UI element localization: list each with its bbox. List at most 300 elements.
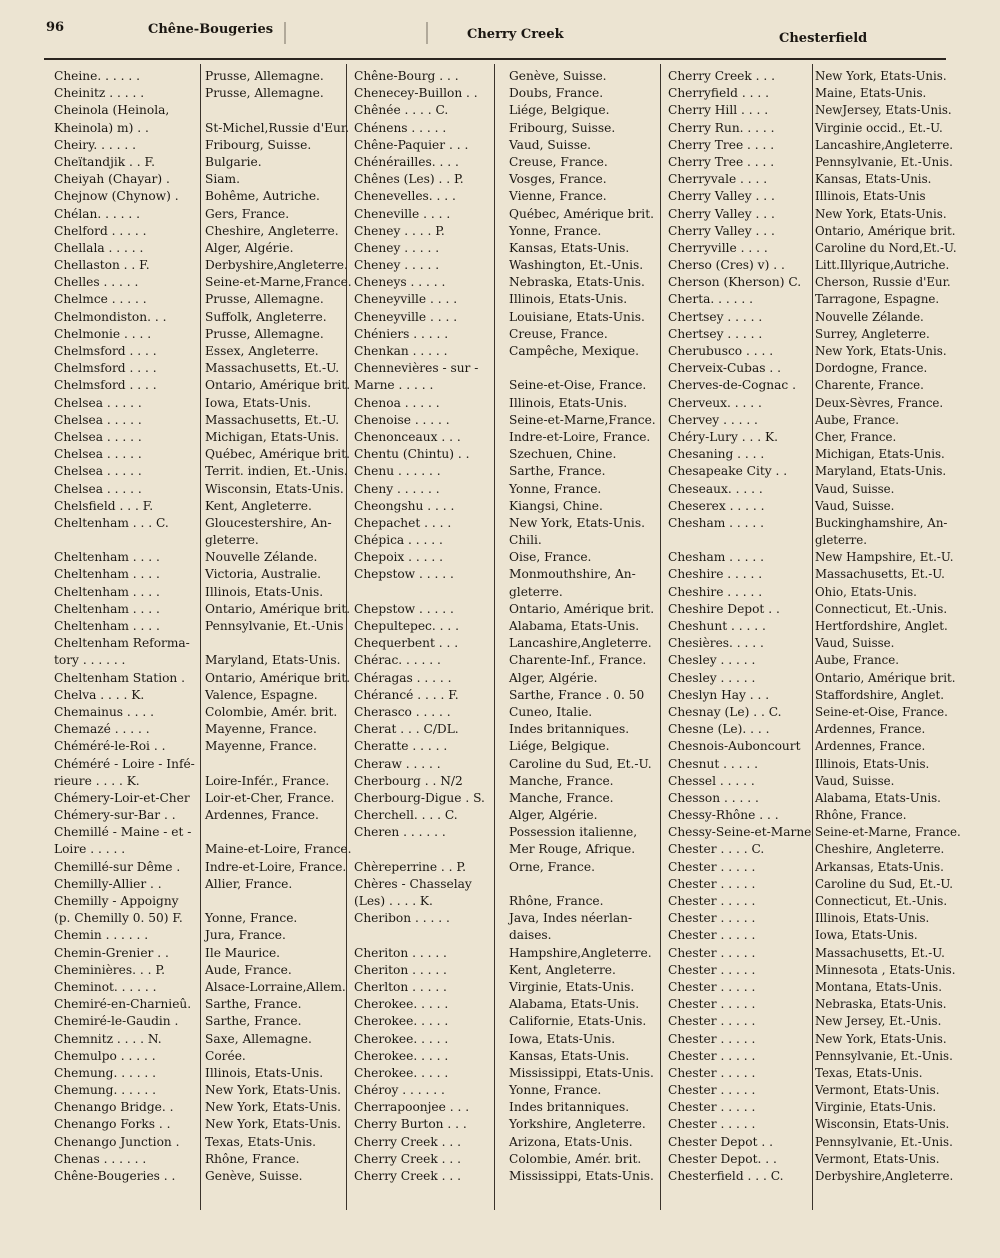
location: Illinois, Etats-Unis.: [509, 395, 628, 410]
place-name: Chemiré-le-Gaudin .: [54, 1014, 179, 1029]
entry-row: [664, 1134, 964, 1151]
location: New York, Etats-Unis.: [815, 206, 947, 221]
entry-row: [350, 257, 662, 274]
entry-row: [664, 429, 964, 446]
place-name: Chemiré-en-Charnieû.: [54, 997, 192, 1012]
location: Nebraska, Etats-Unis.: [815, 997, 947, 1012]
entry-row: [664, 412, 964, 429]
location: Nouvelle Zélande.: [205, 550, 318, 565]
place-name: Chester . . . . .: [668, 945, 756, 960]
entry-row: [50, 1013, 356, 1030]
place-name: Cherry Creek . . .: [354, 1134, 462, 1149]
entry-row: [350, 206, 662, 223]
place-name: Cheneyville . . . .: [354, 309, 458, 324]
location: Indes britanniques.: [509, 722, 630, 737]
entry-row: [350, 1048, 662, 1065]
place-name: Cheshire Depot . .: [668, 601, 780, 616]
location: Vaud, Suisse.: [815, 498, 895, 513]
location: Gloucestershire, An-: [205, 515, 332, 530]
entry-row: [50, 377, 356, 394]
place-name: Chelsfield . . . F.: [54, 498, 154, 513]
location: Surrey, Angleterre.: [815, 326, 930, 341]
entry-row: [350, 120, 662, 137]
location: Kent, Angleterre.: [205, 498, 312, 513]
place-name: Chesnay (Le) . . C.: [668, 704, 782, 719]
entry-row: [50, 326, 356, 343]
entry-row: [664, 841, 964, 858]
entry-row: [664, 927, 964, 944]
entry-row: [350, 893, 662, 910]
location: Victoria, Australie.: [205, 567, 322, 582]
place-name: Chesham . . . . .: [668, 550, 765, 565]
entry-row: [664, 171, 964, 188]
entry-row: [664, 824, 964, 841]
entry-row: [350, 927, 662, 944]
place-name: Chémery-Loir-et-Cher: [54, 790, 190, 805]
place-name: Chemung. . . . . .: [54, 1065, 157, 1080]
place-name: Chemilly-Allier . .: [54, 876, 162, 891]
place-name: Chenas . . . . . .: [54, 1151, 147, 1166]
entry-row: [50, 257, 356, 274]
entry-row: [50, 463, 356, 480]
location: Aube, France.: [815, 412, 899, 427]
place-name: [50, 532, 202, 549]
entry-row: [664, 962, 964, 979]
place-name: Cherry Run. . . . .: [668, 120, 775, 135]
place-name: Chester . . . . .: [668, 1100, 756, 1115]
location: Prusse, Allemagne.: [205, 292, 324, 307]
location: New York, Etats-Unis.: [205, 1100, 341, 1115]
location: Essex, Angleterre.: [205, 344, 319, 358]
location: Louisiane, Etats-Unis.: [509, 309, 645, 324]
place-name: Chester . . . . .: [668, 1117, 756, 1132]
place-name: [350, 584, 506, 601]
entry-row: [664, 910, 964, 927]
location: New York, Etats-Unis.: [815, 1031, 947, 1046]
location: Minnesota , Etats-Unis.: [815, 962, 956, 977]
place-name: Chenango Forks . .: [54, 1117, 171, 1132]
place-name: Cherry Valley . . .: [668, 206, 775, 221]
place-name: Chemilly - Appoigny: [54, 894, 179, 908]
place-name: Cherat . . . C/DL.: [354, 722, 459, 737]
entry-row: [350, 481, 662, 498]
entry-row: [50, 120, 356, 137]
location: Colombie, Amér. brit.: [509, 1151, 642, 1166]
entry-row: [664, 154, 964, 171]
entry-row: [50, 1099, 356, 1116]
location: Gers, France.: [205, 206, 290, 221]
place-name: Chellaston . . F.: [54, 258, 150, 273]
place-name: Chelford . . . . .: [54, 223, 147, 238]
place-name: Chères - Chasselay: [354, 876, 472, 891]
place-name: Cheshunt . . . . .: [668, 619, 766, 633]
place-name: Cherso (Cres) v) . .: [668, 258, 785, 273]
entry-row: [50, 721, 356, 738]
place-name: Chenevelles. . . .: [354, 189, 456, 204]
entry-row: [50, 1031, 356, 1048]
location: Aube, France.: [815, 653, 899, 668]
entry-row: [664, 859, 964, 876]
location: Prusse, Allemagne.: [205, 86, 324, 101]
location: Caroline du Sud, Et.-U.: [815, 876, 954, 891]
entry-row: [350, 979, 662, 996]
place-name: Cheltenham . . . .: [54, 550, 160, 565]
entry-row: [350, 532, 662, 549]
place-name: Cheney . . . . .: [354, 258, 440, 273]
location: Charente-Inf., France.: [509, 653, 647, 668]
entry-row: [664, 1048, 964, 1065]
place-name: Chesaning . . . .: [668, 447, 765, 462]
entry-row: [350, 549, 662, 566]
location: Ontario, Amérique brit.: [205, 378, 351, 393]
place-name: Chester . . . . .: [668, 928, 756, 943]
entry-row: [50, 223, 356, 240]
entry-row: [350, 1031, 662, 1048]
location: Vaud, Suisse.: [815, 773, 895, 788]
place-name: Cherokee. . . . .: [354, 1065, 449, 1080]
location: Yonne, France.: [205, 911, 298, 926]
location: gleterre.: [815, 533, 868, 548]
place-name: Cheseaux. . . . .: [668, 481, 763, 496]
place-name: Chester . . . . .: [668, 894, 756, 908]
entry-row: [664, 1065, 964, 1082]
entry-row: [350, 1082, 662, 1099]
entry-row: [50, 652, 356, 669]
place-name: Chequerbent . . .: [354, 636, 459, 651]
place-name: Cheinitz . . . . .: [54, 86, 145, 101]
entry-row: [664, 498, 964, 515]
location: Derbyshire,Angleterre.: [205, 258, 348, 273]
place-name: Chérac. . . . . .: [354, 653, 441, 668]
place-name: Chenonceaux . . .: [354, 429, 461, 444]
place-name: Chemillé-sur Dême .: [54, 859, 181, 874]
place-name: Cheslyn Hay . . .: [668, 687, 770, 702]
location: Virginie, Etats-Unis.: [815, 1100, 937, 1115]
entry-row: [350, 1099, 662, 1116]
entry-row: [50, 859, 356, 876]
place-name: Cherta. . . . . .: [668, 292, 753, 307]
place-name: Cheïtandjik . . F.: [54, 154, 155, 169]
entry-row: [664, 687, 964, 704]
entry-row: [350, 412, 662, 429]
place-name: Chéniers . . . . .: [354, 326, 449, 341]
place-name: Cherbourg-Digue . S.: [354, 790, 485, 805]
place-name: Cherryfield . . . .: [668, 86, 769, 101]
entry-row: [50, 979, 356, 996]
entry-row: [664, 446, 964, 463]
place-name: Chester . . . . .: [668, 1014, 756, 1029]
entry-row: [664, 257, 964, 274]
location: Rhône, France.: [205, 1151, 300, 1166]
location: daises.: [509, 928, 552, 943]
place-name: Chênes (Les) . . P.: [354, 172, 464, 187]
location: St-Michel,Russie d'Eur.: [205, 120, 350, 135]
entry-row: [664, 120, 964, 137]
place-name: Cherry Creek . . .: [668, 69, 776, 83]
location: [202, 824, 356, 841]
location: Campêche, Mexique.: [509, 344, 639, 358]
entry-row: [664, 721, 964, 738]
place-name: Chelles . . . . .: [54, 275, 139, 290]
entry-row: [664, 188, 964, 205]
entry-row: [664, 807, 964, 824]
place-name: Chemazé . . . . .: [54, 722, 150, 737]
location: Lancashire,Angleterre.: [509, 636, 652, 651]
place-name: Cheltenham Station .: [54, 670, 186, 685]
place-name: Cherrapoonjee . . .: [354, 1100, 470, 1115]
location: Valence, Espagne.: [205, 687, 318, 702]
location: Seine-et-Marne,France.: [205, 275, 352, 290]
place-name: Cheiyah (Chayar) .: [54, 172, 170, 187]
entry-row: [350, 790, 662, 807]
entry-row: [50, 893, 356, 910]
location: Staffordshire, Anglet.: [815, 687, 944, 702]
entry-row: [50, 154, 356, 171]
location: Alabama, Etats-Unis.: [815, 790, 941, 805]
entry-row: [350, 996, 662, 1013]
entry-row: [664, 463, 964, 480]
place-name: Chénérailles. . . .: [354, 154, 459, 169]
entry-row: [50, 824, 356, 841]
location: Loir-et-Cher, France.: [205, 790, 335, 805]
entry-row: [50, 309, 356, 326]
entry-row: [50, 927, 356, 944]
entry-row: [350, 498, 662, 515]
place-name: Chester . . . . C.: [668, 842, 765, 857]
location: Vosges, France.: [509, 172, 607, 187]
place-name: Cheltenham . . . .: [54, 619, 160, 633]
entry-row: [50, 515, 356, 532]
entry-row: [664, 240, 964, 257]
location: Illinois, Etats-Unis.: [205, 584, 324, 599]
location: Deux-Sèvres, France.: [815, 395, 944, 410]
entry-row: [664, 549, 964, 566]
entry-column-3: [664, 68, 964, 1185]
place-name: Cherryville . . . .: [668, 240, 768, 255]
entry-row: [350, 240, 662, 257]
entry-row: [350, 962, 662, 979]
location: Suffolk, Angleterre.: [205, 309, 327, 324]
place-name: Cheminot. . . . . .: [54, 979, 157, 994]
location: Lancashire,Angleterre.: [815, 137, 954, 152]
entry-row: [664, 996, 964, 1013]
place-name: Cheltenham . . . .: [54, 567, 160, 582]
location: Virginie occid., Et.-U.: [815, 120, 943, 135]
entry-row: [664, 1031, 964, 1048]
entry-row: [350, 635, 662, 652]
location: Allier, France.: [205, 876, 293, 891]
location: Québec, Amérique brit.: [205, 447, 350, 462]
entry-row: [350, 910, 662, 927]
entry-row: [350, 859, 662, 876]
place-name: Kheinola) m) . .: [54, 120, 149, 135]
place-name: [350, 841, 506, 858]
location: gleterre.: [205, 533, 259, 548]
place-name: Chester . . . . .: [668, 1083, 756, 1098]
entry-row: [350, 377, 662, 394]
place-name: Chênée . . . . C.: [354, 103, 449, 118]
entry-row: [50, 704, 356, 721]
entry-row: [50, 790, 356, 807]
place-name: Cheneys . . . . .: [354, 275, 446, 290]
location: Yonne, France.: [509, 481, 602, 496]
entry-row: [50, 240, 356, 257]
place-name: Cherves-de-Cognac .: [668, 378, 796, 393]
entry-row: [50, 549, 356, 566]
place-name: Cheinola (Heinola,: [54, 103, 170, 118]
entry-row: [350, 566, 662, 583]
entry-row: [50, 1116, 356, 1133]
location: New York, Etats-Unis.: [815, 69, 947, 83]
location: New York, Etats-Unis.: [815, 344, 947, 358]
place-name: Chelmsford . . . .: [54, 344, 157, 358]
location: Kiangsi, Chine.: [509, 498, 603, 513]
place-name: Chepoix . . . . .: [354, 550, 444, 565]
place-name: Chesnois-Auboncourt: [668, 739, 801, 754]
place-name: Chester Depot . .: [668, 1134, 773, 1149]
location: Szechuen, Chine.: [509, 447, 617, 462]
place-name: Chemin . . . . . .: [54, 928, 149, 943]
location: Michigan, Etats-Unis.: [815, 447, 945, 462]
place-name: Cherokee. . . . .: [354, 1014, 449, 1029]
entry-row: [350, 1065, 662, 1082]
entry-row: [664, 566, 964, 583]
location: Prusse, Allemagne.: [205, 69, 324, 83]
location: Californie, Etats-Unis.: [509, 1014, 647, 1029]
location: Mississippi, Etats-Unis.: [509, 1169, 654, 1183]
location: Seine-et-Marne, France.: [815, 825, 961, 840]
place-name: tory . . . . . .: [54, 653, 126, 668]
entry-row: [664, 223, 964, 240]
place-name: Cherry Hill . . . .: [668, 103, 769, 118]
place-name: Cheshire . . . . .: [668, 584, 763, 599]
entry-row: [664, 68, 964, 85]
entry-row: [50, 274, 356, 291]
location: Vaud, Suisse.: [815, 481, 895, 496]
location: Arkansas, Etats-Unis.: [815, 859, 944, 874]
location: Nouvelle Zélande.: [815, 309, 924, 324]
entry-row: [50, 498, 356, 515]
location: Dordogne, France.: [815, 361, 928, 376]
place-name: Chester . . . . .: [668, 1048, 756, 1063]
place-name: Cheraw . . . . .: [354, 756, 441, 771]
location: Ontario, Amérique brit.: [509, 601, 655, 616]
location: Manche, France.: [509, 790, 614, 805]
place-name: Chepstow . . . . .: [354, 601, 454, 616]
entry-row: [664, 1168, 964, 1185]
location: New Hampshire, Et.-U.: [815, 550, 954, 565]
location: New Jersey, Et.-Unis.: [815, 1014, 942, 1029]
location: Mayenne, France.: [205, 722, 317, 737]
location: Illinois, Etats-Unis.: [205, 1065, 324, 1080]
location: Iowa, Etats-Unis.: [815, 928, 918, 943]
place-name: Cherchell. . . . C.: [354, 808, 458, 823]
place-name: Chemainus . . . .: [54, 704, 155, 719]
place-name: [664, 532, 812, 549]
entry-row: [50, 945, 356, 962]
entry-row: [664, 102, 964, 119]
location: [202, 635, 356, 652]
entry-row: [350, 68, 662, 85]
location: Maine, Etats-Unis.: [815, 86, 927, 101]
place-name: Chester . . . . .: [668, 911, 756, 926]
location: Arizona, Etats-Unis.: [509, 1134, 633, 1149]
entry-row: [350, 154, 662, 171]
place-name: Chenango Junction .: [54, 1134, 180, 1149]
location: Maine-et-Loire, France.: [205, 842, 352, 857]
location: Java, Indes néerlan-: [509, 911, 633, 926]
place-name: Cherry Creek . . .: [354, 1169, 462, 1183]
place-name: Chepstow . . . . .: [354, 567, 454, 582]
place-name: Cheltenham . . . C.: [54, 515, 169, 530]
entry-row: [350, 446, 662, 463]
location: Ile Maurice.: [205, 945, 281, 960]
location: Pennsylvanie, Et.-Unis.: [815, 1048, 953, 1063]
entry-row: [664, 756, 964, 773]
place-name: Cherry Tree . . . .: [668, 137, 775, 152]
entry-row: [350, 824, 662, 841]
location: Mississippi, Etats-Unis.: [509, 1065, 654, 1080]
location: Indre-et-Loire, France.: [205, 859, 347, 874]
location: Massachusetts, Et.-U.: [815, 567, 945, 582]
location: Orne, France.: [509, 859, 595, 874]
place-name: Chelsea . . . . .: [54, 464, 142, 479]
entry-row: [664, 377, 964, 394]
place-name: Chemin-Grenier . .: [54, 945, 169, 960]
location: Maryland, Etats-Unis.: [815, 464, 947, 479]
location: Yorkshire, Angleterre.: [509, 1117, 646, 1132]
location: Rhône, France.: [815, 808, 907, 823]
entry-column-1: [50, 68, 356, 1185]
entry-row: [350, 738, 662, 755]
place-name: Cheine. . . . . .: [54, 69, 140, 83]
location: Hertfordshire, Anglet.: [815, 619, 948, 633]
entry-row: [350, 670, 662, 687]
place-name: Chester Depot. . .: [668, 1151, 777, 1166]
location: Cheshire, Angleterre.: [205, 223, 339, 238]
place-name: Cherson (Kherson) C.: [668, 275, 802, 290]
place-name: Chéméré - Loire - Infé-: [54, 756, 195, 771]
entry-row: [50, 343, 356, 360]
entry-row: [50, 1048, 356, 1065]
location: Cuneo, Italie.: [509, 704, 593, 719]
location: Indre-et-Loire, France.: [509, 429, 651, 444]
entry-row: [50, 1151, 356, 1168]
entry-row: [350, 291, 662, 308]
location: Illinois, Etats-Unis.: [815, 756, 930, 771]
entry-row: [350, 773, 662, 790]
place-name: Chennevières - sur -: [354, 361, 479, 376]
location: Alsace-Lorraine,Allem.: [205, 979, 346, 994]
place-name: Chêne-Bourg . . .: [354, 69, 459, 83]
entry-row: [350, 326, 662, 343]
location: Illinois, Etats-Unis: [815, 189, 926, 204]
entry-row: [350, 85, 662, 102]
location: Hampshire,Angleterre.: [509, 945, 652, 960]
location: Cherson, Russie d'Eur.: [815, 275, 951, 290]
entry-row: [664, 601, 964, 618]
entry-row: [664, 360, 964, 377]
location: Ardennes, France.: [815, 722, 926, 737]
entry-row: [50, 635, 356, 652]
location: Oise, France.: [509, 550, 592, 565]
place-name: Chéméré-le-Roi . .: [54, 739, 166, 754]
place-name: Cheney . . . . .: [354, 240, 440, 255]
page-number: 96: [46, 20, 65, 35]
location: Ontario, Amérique brit.: [815, 670, 956, 685]
location: Alger, Algérie.: [509, 808, 598, 823]
entry-row: [50, 996, 356, 1013]
